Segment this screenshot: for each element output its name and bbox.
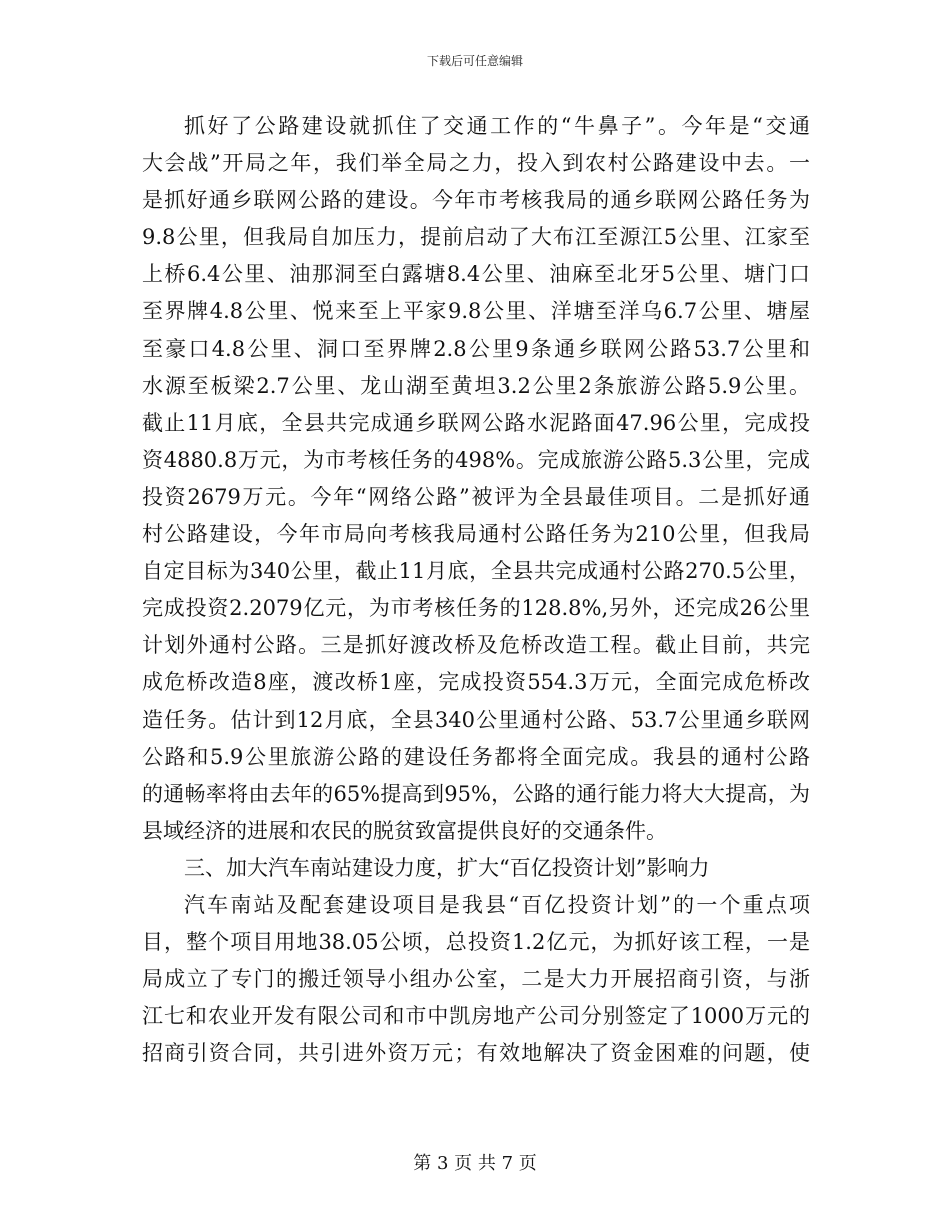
- text-line: 局成立了专门的搬迁领导小组办公室，二是大力开展招商引资，与浙: [142, 967, 810, 992]
- text-line: 上桥6.4公里、油那洞至白露塘8.4公里、油麻至北牙5公里、塘门口: [142, 262, 810, 287]
- text-line: 村公路建设，今年市局向考核我局通村公路任务为210公里，但我局: [142, 522, 810, 547]
- text-line: 至豪口4.8公里、洞口至界牌2.8公里9条通乡联网公路53.7公里和: [142, 336, 810, 361]
- text-line: 的通畅率将由去年的65%提高到95%，公路的通行能力将大大提高，为: [142, 781, 810, 806]
- text-line: 公路和5.9公里旅游公路的建设任务都将全面完成。我县的通村公路: [142, 744, 810, 769]
- text-line: 资4880.8万元，为市考核任务的498%。完成旅游公路5.3公里，完成: [142, 447, 810, 472]
- text-line: 大会战”开局之年，我们举全局之力，投入到农村公路建设中去。一: [142, 151, 810, 176]
- text-line: 计划外通村公路。三是抓好渡改桥及危桥改造工程。截止目前，共完: [142, 633, 810, 658]
- text-line: 至界牌4.8公里、悦来至上平家9.8公里、洋塘至洋乌6.7公里、塘屋: [142, 299, 810, 324]
- text-line: 截止11月底，全县共完成通乡联网公路水泥路面47.96公里，完成投: [142, 410, 810, 435]
- text-line: 成危桥改造8座，渡改桥1座，完成投资554.3万元，全面完成危桥改: [142, 670, 810, 695]
- page-header: 下载后可任意编辑: [426, 54, 523, 68]
- text-line: 完成投资2.2079亿元，为市考核任务的128.8%,另外，还完成26公里: [142, 596, 810, 621]
- text-line: 自定目标为340公里，截止11月底，全县共完成通村公路270.5公里，: [142, 559, 810, 584]
- text-line: 投资2679万元。今年“网络公路”被评为全县最佳项目。二是抓好通: [142, 484, 810, 509]
- text-line: 造任务。估计到12月底，全县340公里通村公路、53.7公里通乡联网: [142, 707, 810, 732]
- text-line: 目，整个项目用地38.05公顷，总投资1.2亿元，为抓好该工程，一是: [142, 930, 810, 955]
- text-line: 汽车南站及配套建设项目是我县“百亿投资计划”的一个重点项: [184, 892, 810, 917]
- text-line: 招商引资合同，共引进外资万元；有效地解决了资金困难的问题，使: [142, 1041, 810, 1066]
- text-line: 江七和农业开发有限公司和市中凯房地产公司分别签定了1000万元的: [142, 1004, 810, 1029]
- text-line: 是抓好通乡联网公路的建设。今年市考核我局的通乡联网公路任务为: [142, 188, 810, 213]
- page-footer: 第 3 页 共 7 页: [413, 1153, 537, 1174]
- section-heading: 三、加大汽车南站建设力度，扩大“百亿投资计划”影响力: [184, 855, 710, 880]
- text-line: 水源至板梁2.7公里、龙山湖至黄坦3.2公里2条旅游公路5.9公里。: [142, 373, 810, 398]
- text-line: 9.8公里，但我局自加压力，提前启动了大布江至源江5公里、江家至: [142, 225, 810, 250]
- text-line: 抓好了公路建设就抓住了交通工作的“牛鼻子”。今年是“交通: [184, 114, 810, 138]
- text-line: 县域经济的进展和农民的脱贫致富提供良好的交通条件。: [142, 818, 667, 843]
- document-body: [142, 108, 810, 1072]
